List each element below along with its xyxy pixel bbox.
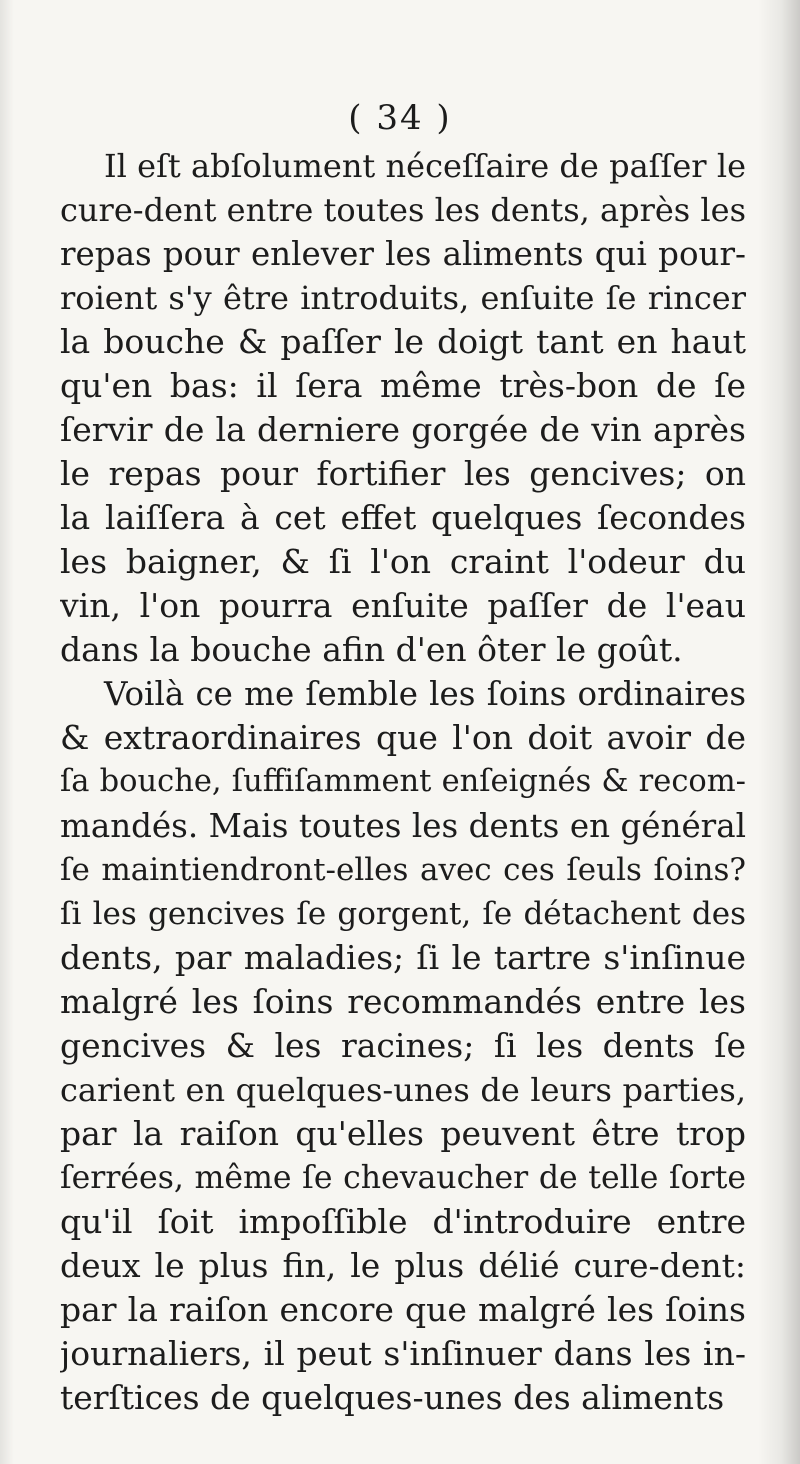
text-line: carient en quelques-unes de leurs parties, [60,1071,746,1109]
text-line: malgré les ſoins recommandés entre les [60,982,746,1021]
text-line: deux le plus fin, le plus délié cure-dent: [60,1246,746,1285]
text-line: Voilà ce me ſemble les ſoins ordinaires [104,675,746,713]
text-line: dents, par maladies; ſi le tartre s'inſinue [60,938,746,977]
text-line: ſi les gencives ſe gorgent, ſe détachent des [60,896,746,932]
text-line: cure-dent entre toutes les dents, après les [60,191,746,229]
page-number: ( 34 ) [348,98,452,138]
text-line: les baigner, & ſi l'on craint l'odeur du [60,542,746,581]
text-line: ſa bouche, ſuffiſamment enſeignés & recom- [60,764,746,799]
text-line: mandés. Mais toutes les dents en général [60,807,746,845]
text-line: repas pour enlever les aliments qui pour- [60,235,746,273]
text-line: Il eſt abſolument néceſſaire de paſſer le [104,147,746,185]
body-text [60,144,746,1420]
text-line: qu'en bas: il ſera même très-bon de ſe [60,366,746,405]
text-line: qu'il ſoit impoſſible d'introduire entre [60,1202,746,1241]
text-line: le repas pour fortifier les gencives; on [60,454,746,493]
text-line: gencives & les racines; ſi les dents ſe [60,1026,746,1065]
text-line: vin, l'on pourra enſuite paſſer de l'eau [60,586,746,625]
text-line: & extraordinaires que l'on doit avoir de [60,718,746,757]
text-line: dans la bouche afin d'en ôter le goût. [60,630,683,669]
text-line: roient s'y être introduits, enſuite ſe rincer [60,279,746,317]
page-gutter-shadow [0,0,14,1464]
text-line: la bouche & paſſer le doigt tant en haut [60,322,746,361]
text-line: par la raiſon encore que malgré les ſoins [60,1290,746,1329]
text-line: par la raiſon qu'elles peuvent être trop [60,1114,746,1153]
text-line: journaliers, il peut s'inſinuer dans les in- [60,1334,746,1373]
text-line: ſervir de la derniere gorgée de vin après [60,410,746,449]
text-line: la laiſſera à cet effet quelques ſecondes [60,498,746,537]
text-line: terſtices de quelques-unes des aliments [60,1378,725,1417]
page-edge-shadow [758,0,800,1464]
text-line: ſe maintiendront-elles avec ces ſeuls ſoins? [60,852,746,888]
text-line: ſerrées, même ſe chevaucher de telle ſorte [60,1160,746,1196]
